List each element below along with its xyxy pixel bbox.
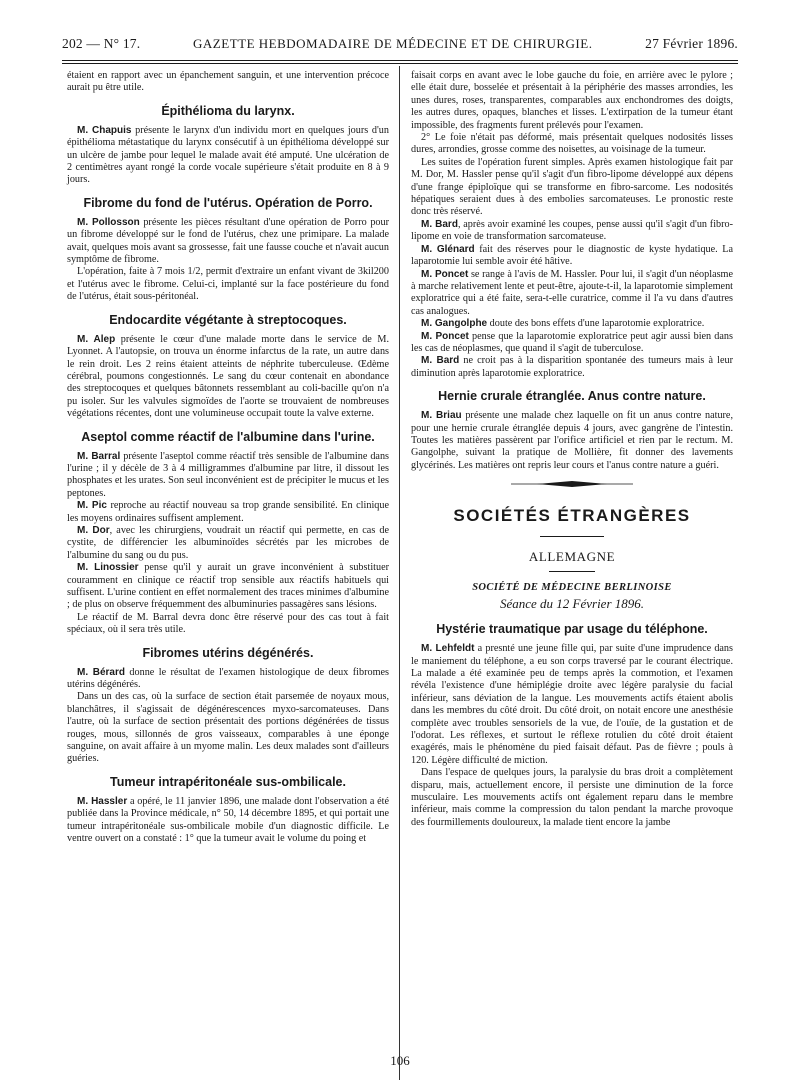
page-number-issue: 202 — N° 17. [62,36,141,51]
heading-rule [549,571,595,572]
speaker-name: M. Bard [421,218,458,230]
speaker-name: M. Lehfeldt [421,643,475,655]
paragraph [67,334,389,421]
paragraph-text: a opéré, le 11 janvier 1896, une malade dont l'observation a été publiée dans la Province médicale, n° 50, 14 décembre 1895, et qui portait une tumeur intrapéritonéale sus-ombilicale mobile d'un diagnostic difficile. Le ventre ouvert on a constaté : 1° que la tumeur avait le volume du poing et [67,795,389,845]
section-title: Fibrome du fond de l'utérus. Opération de Porro. [83,195,373,210]
speaker-name: M. Gangolphe [421,318,488,330]
speaker-name: M. Briau [421,410,462,422]
section-title: Hystérie traumatique par usage du téléphone. [436,622,708,637]
section-title: Endocardite végétante à streptocoques. [109,312,347,327]
speaker-name: M. Bard [421,355,460,367]
paragraph [67,451,389,501]
country-heading: ALLEMAGNE [528,549,616,565]
paragraph: L'opération, faite à 7 mois 1/2, permit d'extraire un enfant vivant de 3kil200 et l'utérus avec le fibrome. Celui-ci, implanté sur la face postérieure du fond de l'utérus, était sous-péritonéal. [67,266,389,303]
society-name: SOCIÉTÉ DE MÉDECINE BERLINOISE [472,582,672,594]
speaker-name: M. Pic [77,500,107,512]
paragraph [67,796,389,846]
paragraph-text: présente une malade chez laquelle on fit un anus contre nature, pour une hernie crurale étranglée depuis 4 jours, avec gangrène de l'intestin. Toutes les matières passèrent par l'orifice artificiel et rien par le rectum. M. Gangolphe, suivant la pratique de Mollière, fit donner des lavements glycérinés. Les matières ont repris leur cours et l'anus contre nature a guéri. [411,410,733,471]
paragraph-text: présente les pièces résultant d'une opération de Porro pour un fibrome développé sur le fond de l'utérus, chez une primipare. La malade avait, quelques mois avant sa grossesse, fait une fausse couche et n'avait aucun symptôme de fibrome. [67,216,390,266]
paragraph-text: reproche au réactif nouveau sa trop grande sensibilité. En clinique les moyens ordinaires suffisent amplement. [67,500,389,524]
paragraph-text: pense que la laparotomie exploratrice peut agir aussi bien dans les cas de néoplasmes, que quand il s'agit de tuberculose. [411,330,733,354]
paragraph-text: présente le cœur d'une malade morte dans le service de M. Lyonnet. A l'autopsie, on trouva un énorme infarctus de la rate, un autre dans le rein droit. Les 2 reins étaient atteints de néphrite tuberculeuse. Œdème cérébral, poumons congestionnés. Le sang du cœur contenait en abondance des streptocoques et quelques bâtonnets ressemblant au coli-bacille qu'on n'a pu isoler. Sur les valvules sigmoïdes de l'aorte se trouvaient de nombreuses végétations récentes, dont une volumineuse occupait toute la valve externe. [67,333,389,420]
speaker-name: M. Chapuis [77,124,132,136]
paragraph-text: présente l'aseptol comme réactif très sensible de l'albumine dans l'urine ; il y décèle de 3 à 4 milligrammes d'albumine par litre, il dissout les phosphates et les urates. Son seul inconvénient est de précipiter le mucus et les peptones. [67,450,390,499]
speaker-name: M. Linossier [77,562,139,574]
paragraph: Le réactif de M. Barral devra donc être réservé pour des cas tout à fait spéciaux, où il sera très utile. [67,611,389,636]
speaker-name: M. Poncet [421,268,469,280]
paragraph: 2° Le foie n'était pas déformé, mais présentait quelques nodosités lisses dures, arrondies, grosse comme des noisettes, au voisinage de la tumeur. [411,132,733,156]
paragraph-text: , après avoir examiné les coupes, pense aussi qu'il s'agit d'un fibro-lipome en voie de transformation sarcomateuse. [411,218,734,243]
speaker-name: M. Hassler [77,795,128,807]
paragraph [67,667,389,692]
paragraph-text: se range à l'avis de M. Hassler. Pour lui, il s'agit d'un néoplasme à marche relativement lente et peut-être, ajoute-t-il, la laparotomie simplement exploratrice qui a été faite, sera-t-elle curatrice, comme il l'a vu dans d'autres cas analogues. [411,268,734,317]
column-divider [399,66,400,1080]
continuation-paragraph: faisait corps en avant avec le lobe gauche du foie, en arrière avec le pylore ; elle était dure, bosselée et présentait à la périphérie des masses arrondies, les unes dures, roses, transparentes, comparables aux enchondromes des doigts, les autres dures, opaques, blanches et lisses. L'extirpation de la tumeur étant impossible, des fragments furent prélevés pour l'examen. [411,70,733,131]
paragraph [411,318,733,330]
paragraph-text: ne croit pas à la disparition spontanée des tumeurs mais à leur diminution après laparotomie exploratrice. [411,355,733,379]
paragraph-text: donne le résultat de l'examen histologique de deux fibromes utérins dégénérés. [67,666,389,691]
paragraph [411,643,733,767]
paragraph-text: fait des réserves pour le diagnostic de kyste hydatique. La laparotomie lui semble avoir été hâtive. [411,243,733,268]
speaker-name: M. Glénard [421,243,475,255]
paragraph [411,269,733,319]
section-title: Aseptol comme réactif de l'albumine dans l'urine. [81,429,375,444]
paragraph-text: doute des bons effets d'une laparotomie exploratrice. [487,318,705,330]
speaker-name: M. Poncet [421,330,469,342]
speaker-name: M. Barral [77,450,121,462]
header-rule-thin [62,63,738,64]
session-date: Séance du 12 Février 1896. [499,596,645,612]
section-heading: SOCIÉTÉS ÉTRANGÈRES [453,506,691,526]
section-title: Épithélioma du larynx. [161,103,295,118]
section-title: Fibromes utérins dégénérés. [142,645,314,660]
paragraph [411,244,733,269]
paragraph [411,331,733,356]
heading-rule [540,536,604,537]
speaker-name: M. Dor [77,524,110,536]
paragraph: Dans l'espace de quelques jours, la paralysie du bras droit a complètement disparu, mais, actuellement encore, il persiste une diminution de la force musculaire. Les mouvements actifs ont également reparu dans le membre inférieur, mais comme la compression du talon pendant la marche provoque des fourmillements douloureux, la malade tient encore la jambe [411,767,733,828]
section-title: Hernie crurale étranglée. Anus contre nature. [438,389,706,404]
paragraph-text: pense qu'il y aurait un grave inconvénient à substituer couramment en clinique ce réactif trop sensible aux réactifs habituels qui suffisent. L'urine contient en effet normalement des traces minimes d'albumine ; de plus on observe fréquemment des albuminuries passagères sans lésions. [67,562,389,611]
paragraph-text: a presnté une jeune fille qui, par suite d'une imprudence dans le maniement du téléphone, a eu son corps traversé par le courant électrique. La malade a été examinée peu de temps après la commotion, et l'examen révéla l'existence d'une hémiplégie droite avec légère paralysie du facial inférieur, sans déviation de la langue. Les mouvements actifs étaient abolis dans les membres du côté droit. Du côté droit, on notait encore une anesthésie complète avec troubles sensoriels de la vue, de l'ouïe, de la gustation et de l'odorat. Les réflexes, et surtout le réflexe rotulien du côté droit étaient exagérés, mais le phénomène du pied faisait défaut. Pas de fièvre ; pouls à 120. Légère difficulté de miction. [411,643,733,766]
speaker-name: M. Pollosson [77,216,140,228]
paragraph [67,217,389,267]
left-column [67,70,389,846]
running-head [62,36,738,60]
paragraph [67,525,389,562]
paragraph [67,125,389,187]
paragraph [411,410,733,472]
paragraph [411,355,733,380]
paragraph [411,219,733,244]
paragraph-text: , avec les chirurgiens, voudrait un réactif qui permette, en cas de cystite, de différencier les albuminoïdes sécrétés par les microbes de l'albumine du sang ou du pus. [67,524,389,561]
ornament-divider-icon [507,480,637,488]
folio-number: 106 [390,1053,410,1068]
speaker-name: M. Alep [77,333,116,345]
paragraph: Les suites de l'opération furent simples. Après examen histologique fait par M. Dor, M. Hassler pense qu'il s'agit d'un fibro-lipome développé aux dépens d'une frange épiploïque qui se transforme en fibro-sarcome. Les nodosités hépatiques seraient dues à des embolies sarcomateuses. Le pronostic reste donc très réservé. [411,156,733,218]
paragraph [67,500,389,525]
header-rule [62,60,738,61]
paragraph-text: présente le larynx d'un individu mort en quelques jours d'un épithélioma métastatique du larynx consécutif à un épithélioma développé sur un ulcère de jambe pour lequel le malade avait été amputé. Une ulcération de 2 centimètres ayant rongé la corde vocale supérieure s'était produite en 8 à 9 jours. [67,124,389,186]
paragraph: Dans un des cas, où la surface de section était parsemée de noyaux mous, blanchâtres, il s'agissait de dégénérescences myxo-sarcomateuses. Dans l'autre, où la surface de section présentait des portions dégénérées de tissus rouges, mous, sillonnés de gros vaisseaux, comparables à une éponge sanguine, on avait affaire à un myome malin. Les deux malades sont d'ailleurs guéries. [67,691,389,765]
section-title: Tumeur intrapéritonéale sus-ombilicale. [110,774,346,789]
issue-date: 27 Février 1896. [645,36,738,51]
paragraph [67,562,389,612]
right-column [411,70,733,829]
continuation-paragraph: étaient en rapport avec un épanchement sanguin, et une intervention précoce aurait pu être utile. [67,70,389,94]
journal-title: GAZETTE HEBDOMADAIRE DE MÉDECINE ET DE CHIRURGIE. [193,36,593,51]
speaker-name: M. Bérard [77,666,125,678]
